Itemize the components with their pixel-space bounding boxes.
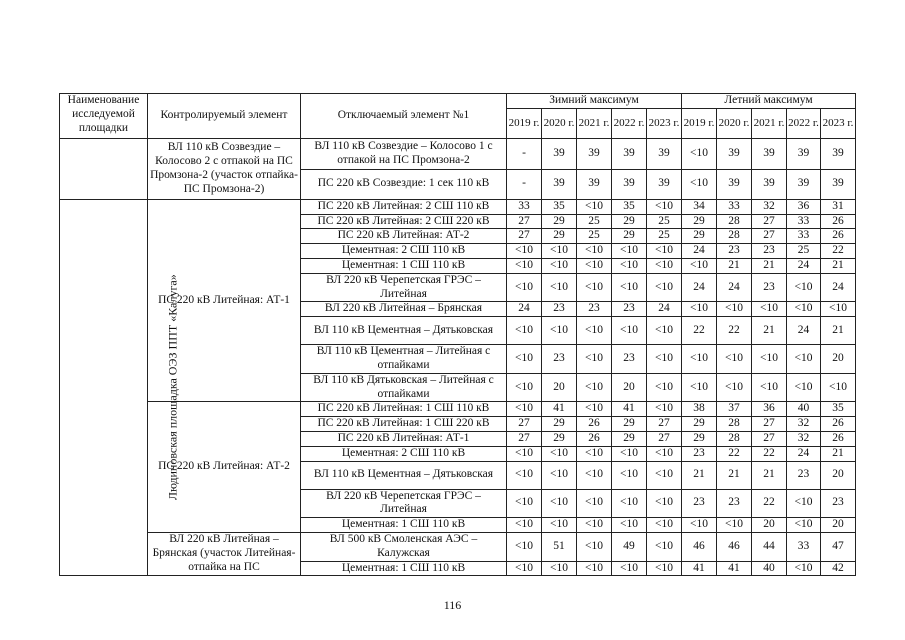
winter-value: <10 xyxy=(612,461,647,489)
summer-value: 24 xyxy=(787,446,821,461)
summer-value: 33 xyxy=(787,214,821,229)
summer-value: 46 xyxy=(717,532,752,561)
winter-value: 20 xyxy=(542,373,577,402)
winter-value: 23 xyxy=(612,345,647,374)
summer-value: 22 xyxy=(717,317,752,345)
winter-value: 33 xyxy=(507,199,542,214)
winter-value: 39 xyxy=(542,169,577,199)
summer-value: <10 xyxy=(787,273,821,302)
winter-value: <10 xyxy=(647,489,682,518)
disconnected-element: Цементная: 1 СШ 110 кВ xyxy=(301,258,507,273)
winter-value: 39 xyxy=(577,169,612,199)
winter-value: <10 xyxy=(507,402,542,417)
winter-value: 39 xyxy=(647,169,682,199)
winter-value: <10 xyxy=(507,461,542,489)
summer-value: 39 xyxy=(752,138,787,169)
summer-value: 21 xyxy=(821,317,856,345)
summer-value: 29 xyxy=(682,229,717,244)
controlled-element: ВЛ 220 кВ Литейная – Брянская (участок Литейная-отпайка на ПС xyxy=(148,532,301,575)
summer-value: <10 xyxy=(682,518,717,533)
winter-value: <10 xyxy=(507,489,542,518)
winter-value: <10 xyxy=(507,518,542,533)
summer-value: 27 xyxy=(752,214,787,229)
disconnected-element: Цементная: 1 СШ 110 кВ xyxy=(301,561,507,576)
disconnected-element: ВЛ 110 кВ Дятьковская – Литейная с отпайками xyxy=(301,373,507,402)
disconnected-element: ВЛ 110 кВ Цементная – Литейная с отпайками xyxy=(301,345,507,374)
winter-value: <10 xyxy=(542,317,577,345)
winter-value: <10 xyxy=(577,317,612,345)
winter-value: 39 xyxy=(647,138,682,169)
summer-year-header: 2022 г. xyxy=(787,108,821,138)
summer-value: <10 xyxy=(787,302,821,317)
winter-value: 20 xyxy=(612,373,647,402)
summer-year-header: 2020 г. xyxy=(717,108,752,138)
summer-value: 39 xyxy=(752,169,787,199)
winter-value: <10 xyxy=(647,373,682,402)
summer-value: 38 xyxy=(682,402,717,417)
header-winter: Зимний максимум xyxy=(507,94,682,109)
summer-value: 20 xyxy=(821,518,856,533)
disconnected-element: ПС 220 кВ Литейная: 1 СШ 110 кВ xyxy=(301,402,507,417)
summer-value: <10 xyxy=(682,302,717,317)
summer-value: <10 xyxy=(682,345,717,374)
winter-value: <10 xyxy=(647,518,682,533)
summer-value: 39 xyxy=(787,169,821,199)
winter-value: <10 xyxy=(577,273,612,302)
winter-value: <10 xyxy=(612,446,647,461)
summer-value: 24 xyxy=(682,273,717,302)
winter-value: <10 xyxy=(647,258,682,273)
winter-value: <10 xyxy=(647,532,682,561)
summer-value: 29 xyxy=(682,214,717,229)
winter-value: <10 xyxy=(577,518,612,533)
site-name: Людиновская площадка ОЭЗ ППТ «Калуга» xyxy=(165,273,180,500)
summer-value: 23 xyxy=(682,446,717,461)
summer-year-header: 2021 г. xyxy=(752,108,787,138)
disconnected-element: ВЛ 110 кВ Цементная – Дятьковская xyxy=(301,461,507,489)
winter-value: <10 xyxy=(507,561,542,576)
summer-value: 39 xyxy=(821,138,856,169)
winter-value: 29 xyxy=(612,229,647,244)
summer-value: 35 xyxy=(821,402,856,417)
summer-value: <10 xyxy=(787,373,821,402)
summer-value: 21 xyxy=(717,461,752,489)
summer-value: 22 xyxy=(682,317,717,345)
winter-value: 29 xyxy=(612,417,647,432)
summer-value: 41 xyxy=(682,561,717,576)
summer-value: <10 xyxy=(717,302,752,317)
disconnected-element: Цементная: 1 СШ 110 кВ xyxy=(301,518,507,533)
header-site: Наименование исследуемой площадки xyxy=(60,94,148,139)
winter-value: <10 xyxy=(612,561,647,576)
winter-year-header: 2019 г. xyxy=(507,108,542,138)
winter-value: <10 xyxy=(577,244,612,259)
winter-value: 27 xyxy=(507,214,542,229)
summer-value: 36 xyxy=(752,402,787,417)
winter-value: <10 xyxy=(647,402,682,417)
summer-value: 46 xyxy=(682,532,717,561)
winter-value: <10 xyxy=(612,317,647,345)
winter-value: <10 xyxy=(577,532,612,561)
winter-value: <10 xyxy=(647,244,682,259)
winter-value: <10 xyxy=(542,244,577,259)
summer-value: 33 xyxy=(787,229,821,244)
summer-value: 24 xyxy=(717,273,752,302)
summer-value: 39 xyxy=(717,169,752,199)
summer-value: <10 xyxy=(682,169,717,199)
summer-value: 24 xyxy=(821,273,856,302)
winter-value: <10 xyxy=(577,199,612,214)
summer-value: 23 xyxy=(787,461,821,489)
contingency-table xyxy=(59,93,856,576)
winter-value: <10 xyxy=(612,258,647,273)
summer-value: 41 xyxy=(717,561,752,576)
winter-value: <10 xyxy=(647,345,682,374)
disconnected-element: ПС 220 кВ Литейная: 2 СШ 110 кВ xyxy=(301,199,507,214)
summer-value: 28 xyxy=(717,214,752,229)
winter-value: <10 xyxy=(507,317,542,345)
summer-value: 22 xyxy=(717,446,752,461)
summer-value: 47 xyxy=(821,532,856,561)
summer-value: 33 xyxy=(717,199,752,214)
winter-value: <10 xyxy=(647,446,682,461)
controlled-element: ВЛ 110 кВ Созвездие – Колосово 2 с отпакой на ПС Промзона-2 (участок отпайка-ПС Промзона-2) xyxy=(148,138,301,199)
winter-value: <10 xyxy=(647,273,682,302)
summer-value: 26 xyxy=(821,431,856,446)
winter-value: <10 xyxy=(542,258,577,273)
winter-value: <10 xyxy=(612,489,647,518)
summer-value: 29 xyxy=(682,431,717,446)
winter-value: 39 xyxy=(612,169,647,199)
winter-value: 27 xyxy=(647,431,682,446)
summer-value: 21 xyxy=(717,258,752,273)
winter-value: <10 xyxy=(542,561,577,576)
winter-value: 35 xyxy=(612,199,647,214)
winter-value: <10 xyxy=(647,561,682,576)
winter-value: 23 xyxy=(612,302,647,317)
summer-value: 39 xyxy=(821,169,856,199)
winter-value: <10 xyxy=(542,489,577,518)
summer-value: <10 xyxy=(821,373,856,402)
summer-value: <10 xyxy=(682,138,717,169)
summer-value: <10 xyxy=(821,302,856,317)
summer-value: 39 xyxy=(717,138,752,169)
page-number: 116 xyxy=(443,598,462,612)
summer-value: 20 xyxy=(821,461,856,489)
summer-value: <10 xyxy=(787,345,821,374)
summer-value: 22 xyxy=(752,446,787,461)
summer-value: <10 xyxy=(682,373,717,402)
summer-value: 25 xyxy=(787,244,821,259)
summer-value: 37 xyxy=(717,402,752,417)
winter-value: <10 xyxy=(577,489,612,518)
winter-value: <10 xyxy=(577,373,612,402)
disconnected-element: ПС 220 кВ Литейная: АТ-2 xyxy=(301,229,507,244)
header-summer: Летний максимум xyxy=(682,94,856,109)
summer-value: 36 xyxy=(787,199,821,214)
summer-value: 39 xyxy=(787,138,821,169)
disconnected-element: ПС 220 кВ Литейная: 1 СШ 220 кВ xyxy=(301,417,507,432)
summer-value: 27 xyxy=(752,229,787,244)
winter-value: 27 xyxy=(507,431,542,446)
summer-value: 21 xyxy=(752,461,787,489)
winter-value: 29 xyxy=(542,431,577,446)
summer-value: 26 xyxy=(821,229,856,244)
winter-value: <10 xyxy=(542,273,577,302)
winter-value: <10 xyxy=(507,244,542,259)
winter-year-header: 2020 г. xyxy=(542,108,577,138)
disconnected-element: ВЛ 220 кВ Черепетская ГРЭС – Литейная xyxy=(301,273,507,302)
winter-value: 39 xyxy=(542,138,577,169)
summer-value: 40 xyxy=(752,561,787,576)
winter-value: <10 xyxy=(612,518,647,533)
winter-value: 29 xyxy=(612,214,647,229)
table-row xyxy=(60,532,856,561)
summer-value: 28 xyxy=(717,417,752,432)
disconnected-element: ВЛ 110 кВ Цементная – Дятьковская xyxy=(301,317,507,345)
summer-value: <10 xyxy=(682,258,717,273)
summer-value: <10 xyxy=(717,373,752,402)
summer-value: 22 xyxy=(752,489,787,518)
winter-value: <10 xyxy=(542,518,577,533)
summer-value: 26 xyxy=(821,417,856,432)
summer-value: 26 xyxy=(821,214,856,229)
summer-value: 20 xyxy=(752,518,787,533)
table-row xyxy=(60,138,856,169)
winter-value: 27 xyxy=(647,417,682,432)
winter-value: 25 xyxy=(647,229,682,244)
summer-value: 44 xyxy=(752,532,787,561)
winter-value: <10 xyxy=(507,258,542,273)
winter-value: <10 xyxy=(507,273,542,302)
summer-value: 21 xyxy=(821,446,856,461)
winter-value: <10 xyxy=(577,345,612,374)
winter-value: <10 xyxy=(577,561,612,576)
winter-value: 25 xyxy=(647,214,682,229)
summer-year-header: 2023 г. xyxy=(821,108,856,138)
winter-value: 23 xyxy=(542,302,577,317)
summer-value: 21 xyxy=(682,461,717,489)
summer-value: <10 xyxy=(787,489,821,518)
winter-value: <10 xyxy=(507,373,542,402)
summer-value: 40 xyxy=(787,402,821,417)
table-header xyxy=(60,94,856,139)
winter-value: <10 xyxy=(507,345,542,374)
winter-value: 49 xyxy=(612,532,647,561)
winter-value: 39 xyxy=(577,138,612,169)
winter-value: 27 xyxy=(507,229,542,244)
controlled-element: ПС 220 кВ Литейная: АТ-2 xyxy=(148,402,301,533)
summer-value: 32 xyxy=(787,417,821,432)
winter-value: <10 xyxy=(577,402,612,417)
winter-value: <10 xyxy=(542,461,577,489)
summer-value: 20 xyxy=(821,345,856,374)
winter-value: 29 xyxy=(612,431,647,446)
winter-value: 39 xyxy=(612,138,647,169)
winter-value: 35 xyxy=(542,199,577,214)
winter-value: - xyxy=(507,138,542,169)
summer-value: 24 xyxy=(787,317,821,345)
summer-value: 27 xyxy=(752,417,787,432)
disconnected-element: ВЛ 220 кВ Литейная – Брянская xyxy=(301,302,507,317)
summer-value: 24 xyxy=(787,258,821,273)
summer-value: 23 xyxy=(717,489,752,518)
summer-value: 32 xyxy=(787,431,821,446)
disconnected-element: ПС 220 кВ Литейная: АТ-1 xyxy=(301,431,507,446)
disconnected-element: ПС 220 кВ Литейная: 2 СШ 220 кВ xyxy=(301,214,507,229)
winter-value: <10 xyxy=(507,446,542,461)
disconnected-element: ВЛ 110 кВ Созвездие – Колосово 1 с отпакой на ПС Промзона-2 xyxy=(301,138,507,169)
winter-value: <10 xyxy=(647,199,682,214)
winter-value: <10 xyxy=(507,532,542,561)
winter-value: <10 xyxy=(612,244,647,259)
summer-value: 23 xyxy=(717,244,752,259)
site-name-cell xyxy=(60,199,180,576)
disconnected-element: Цементная: 2 СШ 110 кВ xyxy=(301,446,507,461)
summer-value: 24 xyxy=(682,244,717,259)
summer-value: 27 xyxy=(752,431,787,446)
summer-value: 31 xyxy=(821,199,856,214)
summer-value: 23 xyxy=(752,244,787,259)
summer-value: <10 xyxy=(752,373,787,402)
summer-value: 28 xyxy=(717,431,752,446)
summer-value: 21 xyxy=(752,258,787,273)
header-controlled: Контролируемый элемент xyxy=(148,94,301,139)
winter-value: 29 xyxy=(542,229,577,244)
summer-value: 33 xyxy=(787,532,821,561)
summer-value: <10 xyxy=(787,518,821,533)
winter-value: 26 xyxy=(577,431,612,446)
summer-value: 32 xyxy=(752,199,787,214)
summer-value: <10 xyxy=(717,345,752,374)
winter-value: 24 xyxy=(507,302,542,317)
winter-value: <10 xyxy=(647,317,682,345)
summer-value: 23 xyxy=(682,489,717,518)
winter-value: 26 xyxy=(577,417,612,432)
disconnected-element: Цементная: 2 СШ 110 кВ xyxy=(301,244,507,259)
summer-year-header: 2019 г. xyxy=(682,108,717,138)
summer-value: 23 xyxy=(821,489,856,518)
summer-value: 22 xyxy=(821,244,856,259)
summer-value: 23 xyxy=(752,273,787,302)
summer-value: <10 xyxy=(752,345,787,374)
winter-year-header: 2023 г. xyxy=(647,108,682,138)
winter-value: 23 xyxy=(577,302,612,317)
summer-value: 21 xyxy=(752,317,787,345)
winter-value: <10 xyxy=(612,273,647,302)
winter-value: 29 xyxy=(542,417,577,432)
winter-year-header: 2022 г. xyxy=(612,108,647,138)
table-row xyxy=(60,199,856,214)
winter-value: 29 xyxy=(542,214,577,229)
header-disconnected: Отключаемый элемент №1 xyxy=(301,94,507,139)
site-cell-empty xyxy=(60,138,148,199)
winter-value: <10 xyxy=(577,258,612,273)
summer-value: 34 xyxy=(682,199,717,214)
winter-value: 51 xyxy=(542,532,577,561)
summer-value: 42 xyxy=(821,561,856,576)
summer-value: 21 xyxy=(821,258,856,273)
summer-value: <10 xyxy=(787,561,821,576)
disconnected-element: ВЛ 220 кВ Черепетская ГРЭС – Литейная xyxy=(301,489,507,518)
winter-value: <10 xyxy=(647,461,682,489)
winter-value: 41 xyxy=(612,402,647,417)
winter-value: 27 xyxy=(507,417,542,432)
winter-value: <10 xyxy=(577,461,612,489)
winter-value: 25 xyxy=(577,229,612,244)
summer-value: <10 xyxy=(752,302,787,317)
winter-value: <10 xyxy=(542,446,577,461)
winter-value: 25 xyxy=(577,214,612,229)
controlled-element: ПС 220 кВ Литейная: АТ-1 xyxy=(148,199,301,402)
summer-value: <10 xyxy=(717,518,752,533)
summer-value: 28 xyxy=(717,229,752,244)
winter-value: 41 xyxy=(542,402,577,417)
winter-value: - xyxy=(507,169,542,199)
winter-value: <10 xyxy=(577,446,612,461)
winter-value: 24 xyxy=(647,302,682,317)
table-body xyxy=(60,138,856,576)
disconnected-element: ВЛ 500 кВ Смоленская АЭС – Калужская xyxy=(301,532,507,561)
disconnected-element: ПС 220 кВ Созвездие: 1 сек 110 кВ xyxy=(301,169,507,199)
winter-year-header: 2021 г. xyxy=(577,108,612,138)
summer-value: 29 xyxy=(682,417,717,432)
winter-value: 23 xyxy=(542,345,577,374)
